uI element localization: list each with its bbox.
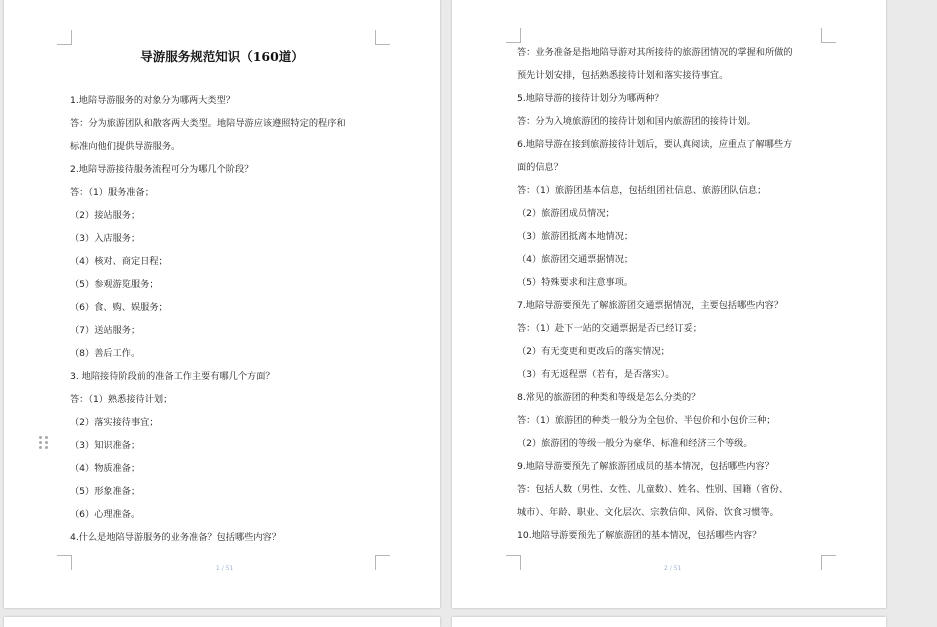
text-line: 面的信息？ <box>517 162 563 173</box>
margin-mark-bottom-left <box>506 555 521 570</box>
text-line: （2）旅游团的等级一般分为豪华、标准和经济三个等级。 <box>517 438 753 449</box>
margin-mark-top-left <box>57 30 72 45</box>
text-line: 答：分为入境旅游团的接待计划和国内旅游团的接待计划。 <box>517 116 756 127</box>
next-page-left <box>4 617 440 627</box>
text-line: 答：（1）赴下一站的交通票据是否已经订妥； <box>517 323 702 334</box>
text-line: （2）落实接待事宜； <box>70 417 159 428</box>
text-line: 城市）、年龄、职业、文化层次、宗教信仰、风俗、饮食习惯等。 <box>517 507 779 518</box>
text-line: 答：（1）旅游团的种类一般分为全包价、半包价和小包价三种； <box>517 415 776 426</box>
drag-handle-icon[interactable] <box>39 436 51 452</box>
document-title: 导游服务规范知识（160道） <box>140 49 304 64</box>
page-number: 2 / 51 <box>664 565 682 572</box>
text-line: （8）善后工作。 <box>70 348 141 359</box>
margin-mark-bottom-left <box>57 555 72 570</box>
text-line: 预先计划安排，包括熟悉接待计划和落实接待事宜。 <box>517 70 729 81</box>
text-line: 5.地陪导游的接待计划分为哪两种？ <box>517 93 664 104</box>
text-line: 9.地陪导游要预先了解旅游团成员的基本情况，包括哪些内容？ <box>517 461 774 472</box>
text-line: 8.常见的旅游团的种类和等级是怎么分类的？ <box>517 392 701 403</box>
text-line: 2.地陪导游接待服务流程可分为哪几个阶段？ <box>70 164 254 175</box>
text-line: 答：业务准备是指地陪导游对其所接待的旅游团情况的掌握和所做的 <box>517 47 793 58</box>
text-line: 4.什么是地陪导游服务的业务准备？包括哪些内容？ <box>70 532 281 543</box>
margin-mark-top-right <box>821 28 836 43</box>
text-line: 答：包括人数（男性、女性、儿童数）、姓名、性别、国籍（省份、 <box>517 484 789 495</box>
text-line: （5）参观游览服务； <box>70 279 159 290</box>
text-line: （2）旅游团成员情况； <box>517 208 615 219</box>
text-line: （2）接站服务； <box>70 210 141 221</box>
text-line: （2）有无变更和更改后的落实情况； <box>517 346 670 357</box>
text-line: （6）食、购、娱服务； <box>70 302 168 313</box>
text-line: （4）物质准备； <box>70 463 141 474</box>
text-line: 1.地陪导游服务的对象分为哪两大类型？ <box>70 95 235 106</box>
margin-mark-top-left <box>506 28 521 43</box>
document-page-1 <box>4 0 440 608</box>
page-number: 1 / 51 <box>216 565 234 572</box>
text-line: 答：分为旅游团队和散客两大类型。地陪导游应该遵照特定的程序和 <box>70 118 346 129</box>
text-line: （3）旅游团抵离本地情况； <box>517 231 634 242</box>
text-line: 7.地陪导游要预先了解旅游团交通票据情况，主要包括哪些内容？ <box>517 300 784 311</box>
text-line: （3）知识准备； <box>70 440 141 451</box>
text-line: （5）形象准备； <box>70 486 141 497</box>
text-line: （4）旅游团交通票据情况； <box>517 254 634 265</box>
text-line: 答：（1）旅游团基本信息，包括组团社信息、旅游团队信息； <box>517 185 767 196</box>
margin-mark-bottom-right <box>375 555 390 570</box>
text-line: （7）送站服务； <box>70 325 141 336</box>
text-line: （6）心理准备。 <box>70 509 141 520</box>
margin-mark-bottom-right <box>821 555 836 570</box>
document-page-2 <box>452 0 886 608</box>
text-line: （4）核对、商定日程； <box>70 256 168 267</box>
text-line: 6.地陪导游在接到旅游接待计划后，要认真阅读，应重点了解哪些方 <box>517 139 793 150</box>
text-line: （3）有无返程票（若有，是否落实）。 <box>517 369 675 380</box>
text-line: 3. 地陪接待阶段前的准备工作主要有哪几个方面？ <box>70 371 275 382</box>
text-line: 答：（1）熟悉接待计划； <box>70 394 173 405</box>
text-line: 10.地陪导游要预先了解旅游团的基本情况，包括哪些内容？ <box>517 530 762 541</box>
margin-mark-top-right <box>375 30 390 45</box>
text-line: 标准向他们提供导游服务。 <box>70 141 181 152</box>
next-page-right <box>452 617 886 627</box>
text-line: （5）特殊要求和注意事项。 <box>517 277 634 288</box>
text-line: 答：（1）服务准备； <box>70 187 154 198</box>
text-line: （3）入店服务； <box>70 233 141 244</box>
